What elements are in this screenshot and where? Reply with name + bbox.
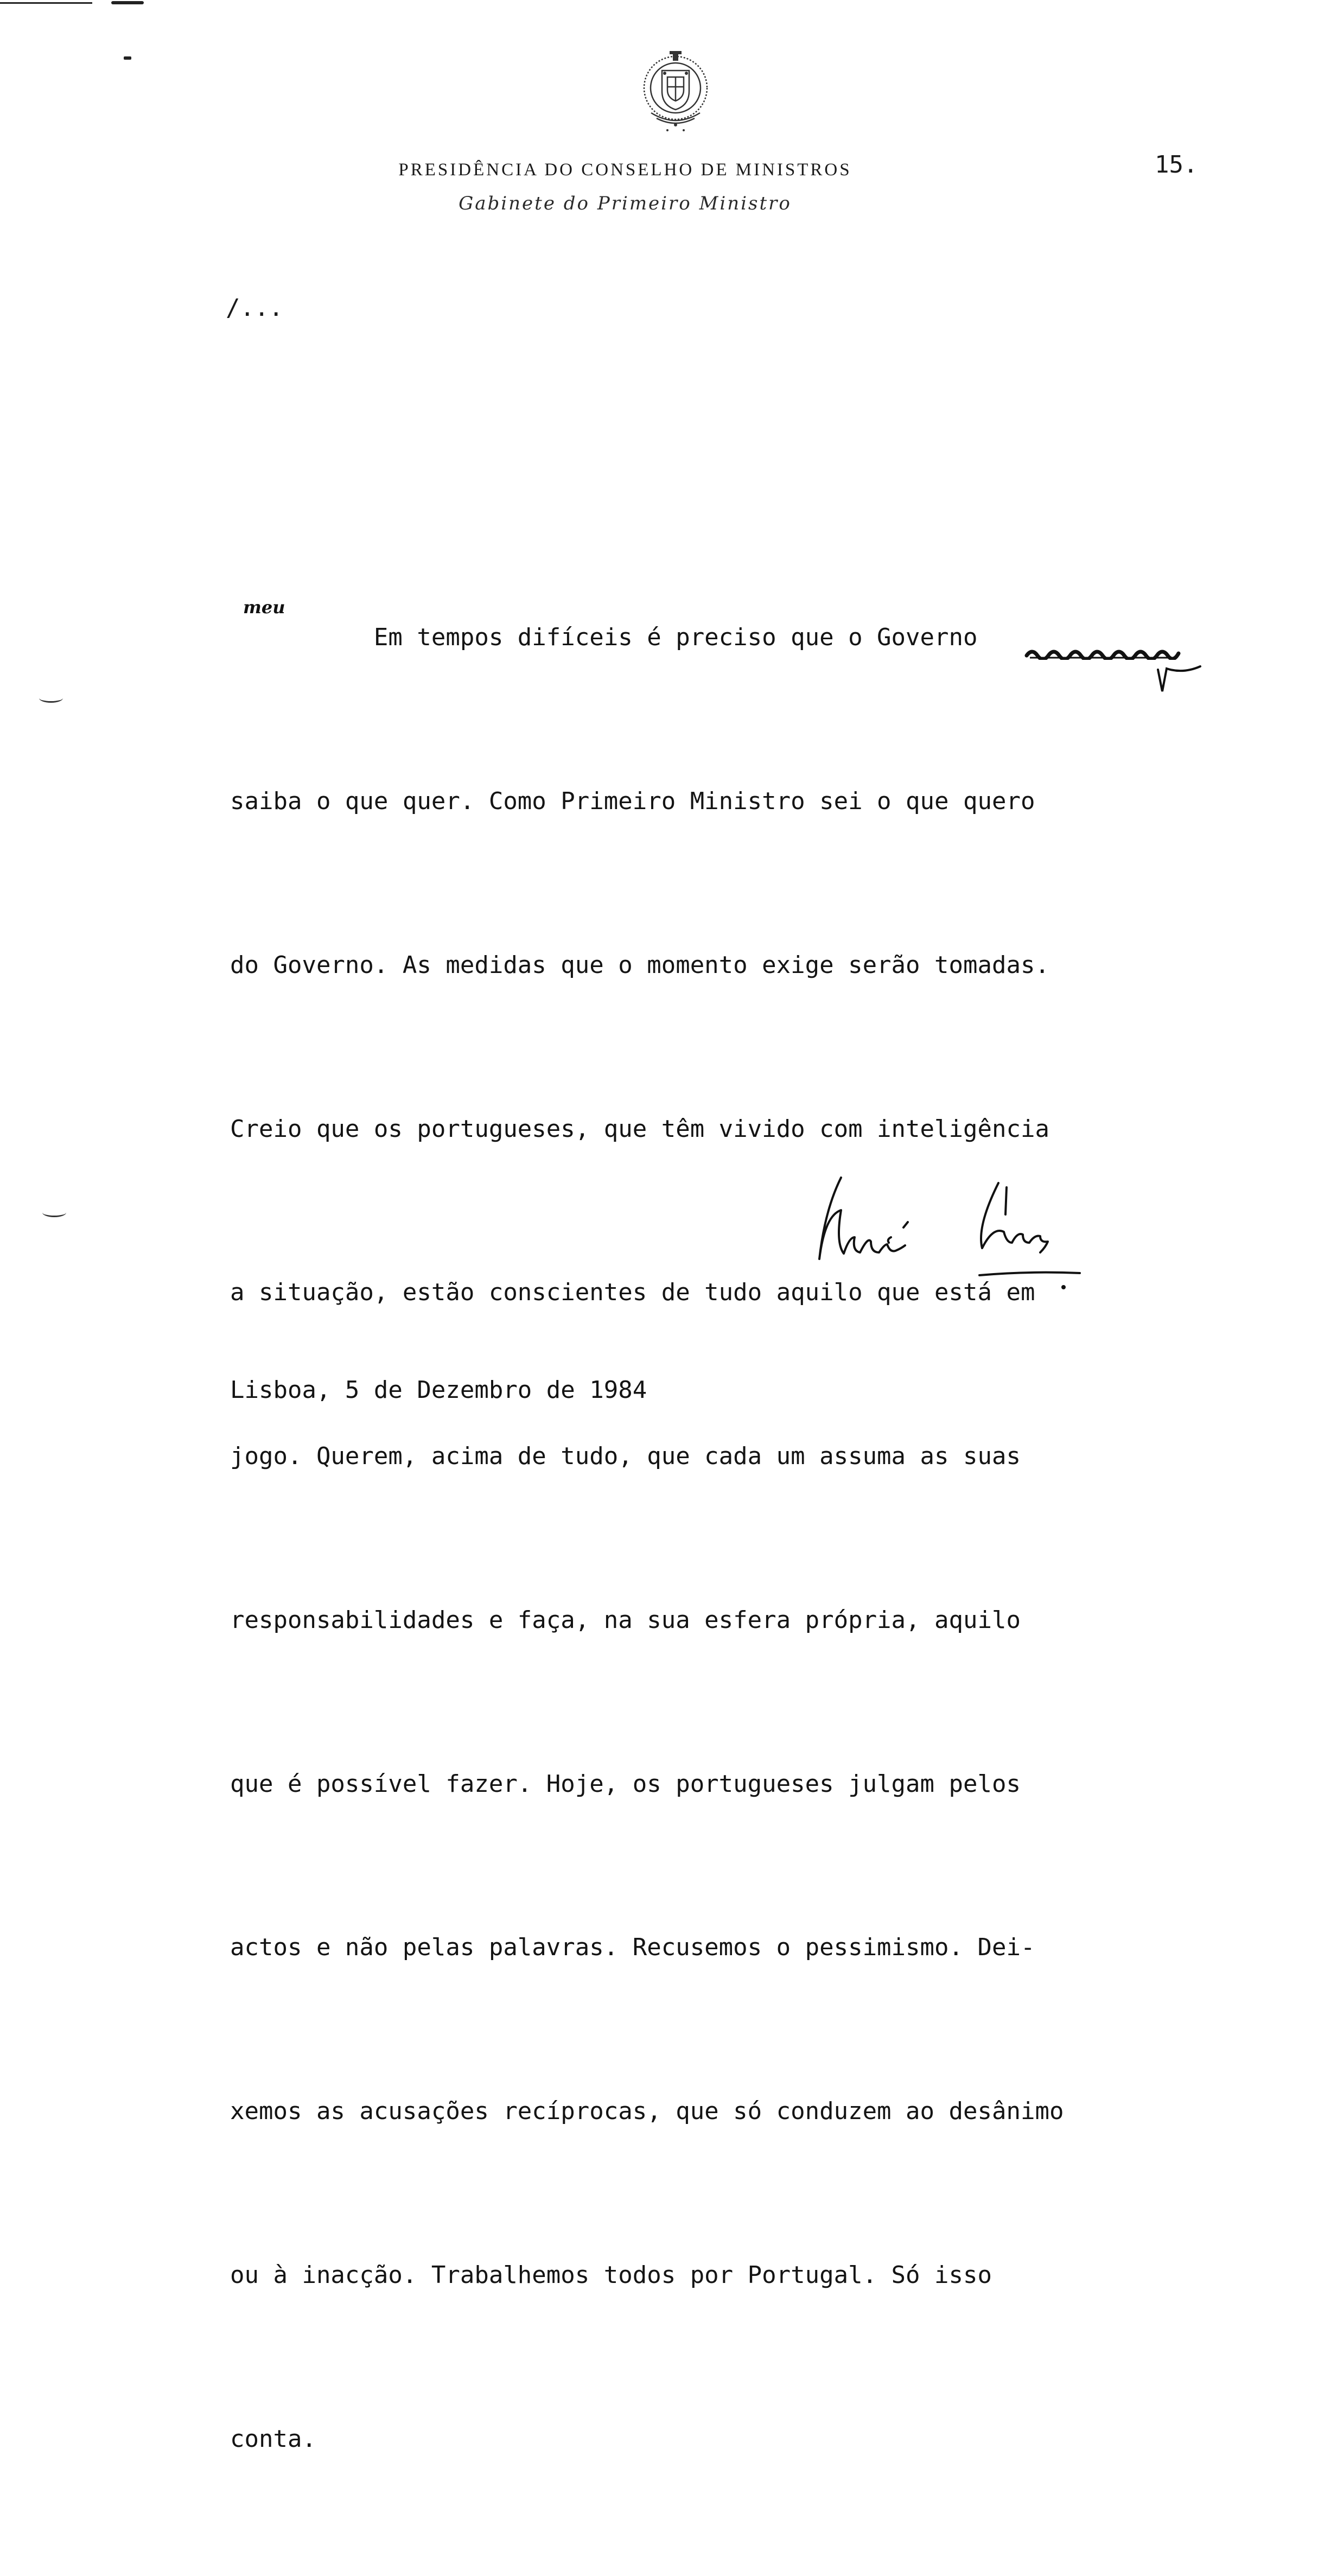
place-and-date: Lisboa, 5 de Dezembro de 1984 <box>230 1376 647 1404</box>
margin-tick-mark <box>39 694 63 703</box>
body-line: jogo. Querem, acima de tudo, que cada um assuma as suas <box>230 1442 1021 1471</box>
body-line: saiba o que quer. Como Primeiro Ministro sei o que quero <box>230 787 1035 815</box>
body-line: xemos as acusações recíprocas, que só conduzem ao desânimo <box>230 2097 1064 2126</box>
organization-name: PRESIDÊNCIA DO CONSELHO DE MINISTROS <box>398 160 852 180</box>
body-line: a situação, estão conscientes de tudo aquilo que está em <box>230 1279 1035 1307</box>
handwritten-signature <box>792 1167 1096 1308</box>
body-line: actos e não pelas palavras. Recusemos o pessimismo. Dei- <box>230 1933 1035 1962</box>
scan-artifact-mark <box>111 1 144 4</box>
scan-artifact-line <box>0 2 92 4</box>
coat-of-arms-emblem <box>635 49 716 136</box>
body-line: Creio que os portugueses, que têm vivido com inteligência <box>230 1115 1049 1143</box>
body-line: responsabilidades e faça, na sua esfera própria, aquilo <box>230 1606 1021 1634</box>
insertion-caret-mark <box>1155 661 1204 694</box>
page-number: 15. <box>1155 151 1198 179</box>
body-line: conta. <box>230 2425 316 2453</box>
scan-artifact-dot <box>124 56 131 60</box>
handwritten-insertion: meu <box>243 597 285 618</box>
office-subtitle: Gabinete do Primeiro Ministro <box>459 193 792 214</box>
handwritten-scribble <box>1024 645 1182 660</box>
body-line: ou à inacção. Trabalhemos todos por Portugal. Só isso <box>230 2261 992 2289</box>
body-line: Em tempos difíceis é preciso que o Governo <box>230 624 978 652</box>
letter-body <box>230 501 1218 2576</box>
body-line: do Governo. As medidas que o momento exige serão tomadas. <box>230 951 1049 979</box>
continuation-mark: /... <box>226 294 283 322</box>
margin-tick-mark <box>42 1208 66 1217</box>
body-line: que é possível fazer. Hoje, os portugueses julgam pelos <box>230 1770 1021 1798</box>
